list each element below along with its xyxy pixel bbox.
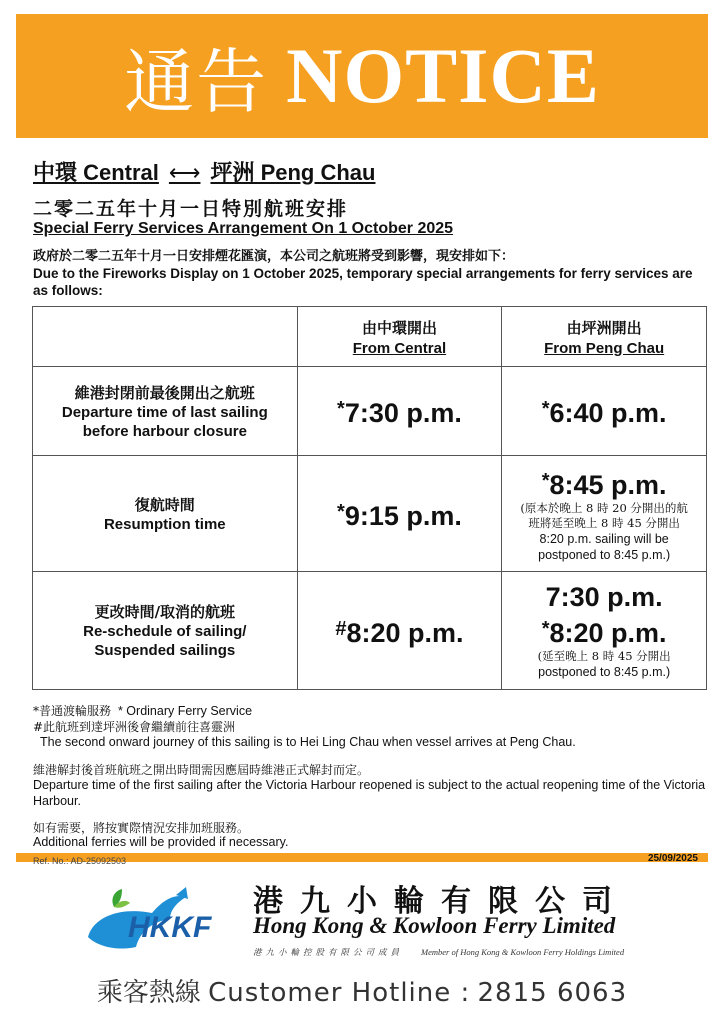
- hkkf-logo: [84, 885, 234, 957]
- notice-banner: [16, 14, 708, 138]
- subtitle-zh: 二零二五年十月一日特別航班安排: [33, 198, 349, 220]
- schedule-table: [32, 306, 707, 690]
- legend-hash-zh: #此航班到達坪洲後會繼續前往喜靈洲: [33, 720, 236, 734]
- row-label-zh: 維港封閉前最後開出之航班: [74, 383, 255, 402]
- peng-chau-time-cell: [502, 367, 707, 456]
- service-mark: *: [541, 469, 550, 492]
- route-arrow-icon: ⟷: [168, 160, 201, 185]
- time-note-en: 8:20 p.m. sailing will be: [539, 531, 669, 546]
- reopen-note-en: Departure time of the first sailing after the Victoria Harbour reopened is subject to the actual reopening time of the Victoria Harbour.: [33, 778, 706, 808]
- company-name-en: Hong Kong & Kowloon Ferry Limited: [253, 913, 616, 938]
- service-mark: #: [335, 617, 347, 640]
- header-from-peng-chau: [502, 307, 707, 367]
- legend-hash-en: The second onward journey of this sailing is to Hei Ling Chau when vessel arrives at Peng Chau.: [40, 735, 576, 749]
- time-note-en: postponed to 8:45 p.m.): [538, 547, 671, 562]
- service-mark: *: [541, 398, 550, 420]
- departure-time: *8:45 p.m.: [541, 469, 667, 500]
- departure-time: 7:30 p.m.: [545, 582, 663, 612]
- company-name-zh: 港九小輪有限公司: [253, 884, 629, 919]
- header-zh: 由中環開出: [361, 318, 437, 337]
- reference-number: Ref. No.: AD-25092503: [33, 856, 127, 866]
- row-label-cell: [33, 456, 298, 572]
- header-en: From Peng Chau: [544, 339, 665, 357]
- route-heading: [33, 156, 375, 187]
- customer-hotline: [0, 972, 724, 1009]
- departure-time: *9:15 p.m.: [337, 500, 462, 531]
- table-row: [33, 456, 707, 572]
- member-zh: 港九小輪控股有限公司成員: [253, 948, 404, 958]
- service-mark: *: [541, 618, 550, 640]
- departure-time: *6:40 p.m.: [541, 398, 667, 428]
- intro-zh: 政府於二零二五年十月一日安排煙花匯演，本公司之航班將受到影響，現安排如下：: [33, 249, 515, 264]
- service-mark: *: [337, 398, 345, 420]
- departure-time: #8:20 p.m.: [335, 617, 464, 648]
- hotline-label-en: Customer Hotline :: [208, 978, 471, 1008]
- peng-chau-time-cell: [502, 572, 707, 690]
- departure-time: *7:30 p.m.: [337, 398, 462, 428]
- row-label-zh: 更改時間/取消的航班: [94, 603, 236, 621]
- logo-text: HKKF: [128, 911, 212, 944]
- route-from: 中環 Central: [33, 160, 159, 185]
- row-label-en: Resumption time: [103, 515, 226, 533]
- table-row: [33, 367, 707, 456]
- peng-chau-time-cell: [502, 456, 707, 572]
- extra-ferry-note-en: Additional ferries will be provided if necessary.: [33, 835, 289, 849]
- legend-ordinary-service: [33, 702, 252, 719]
- notice-title-zh: 通告: [124, 40, 269, 123]
- table-corner-cell: [33, 307, 298, 367]
- service-mark: *: [337, 500, 345, 523]
- row-label-cell: [33, 572, 298, 690]
- company-member-line: [253, 946, 624, 958]
- table-row: [33, 572, 707, 690]
- hotline-label-zh: 乘客熱線: [96, 978, 201, 1008]
- header-zh: 由坪洲開出: [566, 318, 642, 337]
- legend-star-en: * Ordinary Ferry Service: [117, 704, 253, 718]
- row-label-zh: 復航時間: [134, 495, 195, 514]
- member-en: Member of Hong Kong & Kowloon Ferry Holdings Limited: [421, 947, 625, 957]
- notice-date: 25/09/2025: [647, 853, 698, 864]
- subtitle-en: Special Ferry Services Arrangement On 1 October 2025: [33, 220, 454, 237]
- time-note-en: postponed to 8:45 p.m.): [538, 665, 671, 679]
- header-en: From Central: [352, 339, 447, 357]
- row-label-en: Suspended sailings: [94, 642, 236, 659]
- departure-time: *8:20 p.m.: [541, 618, 667, 648]
- reopen-note-zh: 維港解封後首班航班之開出時間需因應屆時維港正式解封而定。: [33, 763, 370, 777]
- row-label-en: Re-schedule of sailing/: [83, 623, 247, 640]
- row-label-cell: [33, 367, 298, 456]
- central-time-cell: [297, 572, 502, 690]
- legend-star-zh: *普通渡輪服務: [33, 704, 112, 718]
- time-note-zh: (延至晚上 8 時 45 分開出: [537, 649, 671, 663]
- central-time-cell: [297, 367, 502, 456]
- hotline-number: 2815 6063: [477, 978, 628, 1008]
- extra-ferry-note-zh: 如有需要，將按實際情況安排加班服務。: [33, 821, 250, 835]
- header-from-central: [297, 307, 502, 367]
- row-label-en: before harbour closure: [82, 422, 247, 440]
- time-note-zh: 班將延至晚上 8 時 45 分開出: [528, 515, 680, 530]
- central-time-cell: [297, 456, 502, 572]
- time-note-zh: (原本於晚上 8 時 20 分開出的航: [520, 500, 688, 515]
- notice-title-en: NOTICE: [286, 32, 600, 119]
- table-header-row: [33, 307, 707, 367]
- intro-en: Due to the Fireworks Display on 1 October 2025, temporary special arrangements for ferry services are as follows:: [33, 266, 693, 298]
- row-label-en: Departure time of last sailing: [61, 403, 268, 421]
- route-to: 坪洲 Peng Chau: [210, 160, 376, 185]
